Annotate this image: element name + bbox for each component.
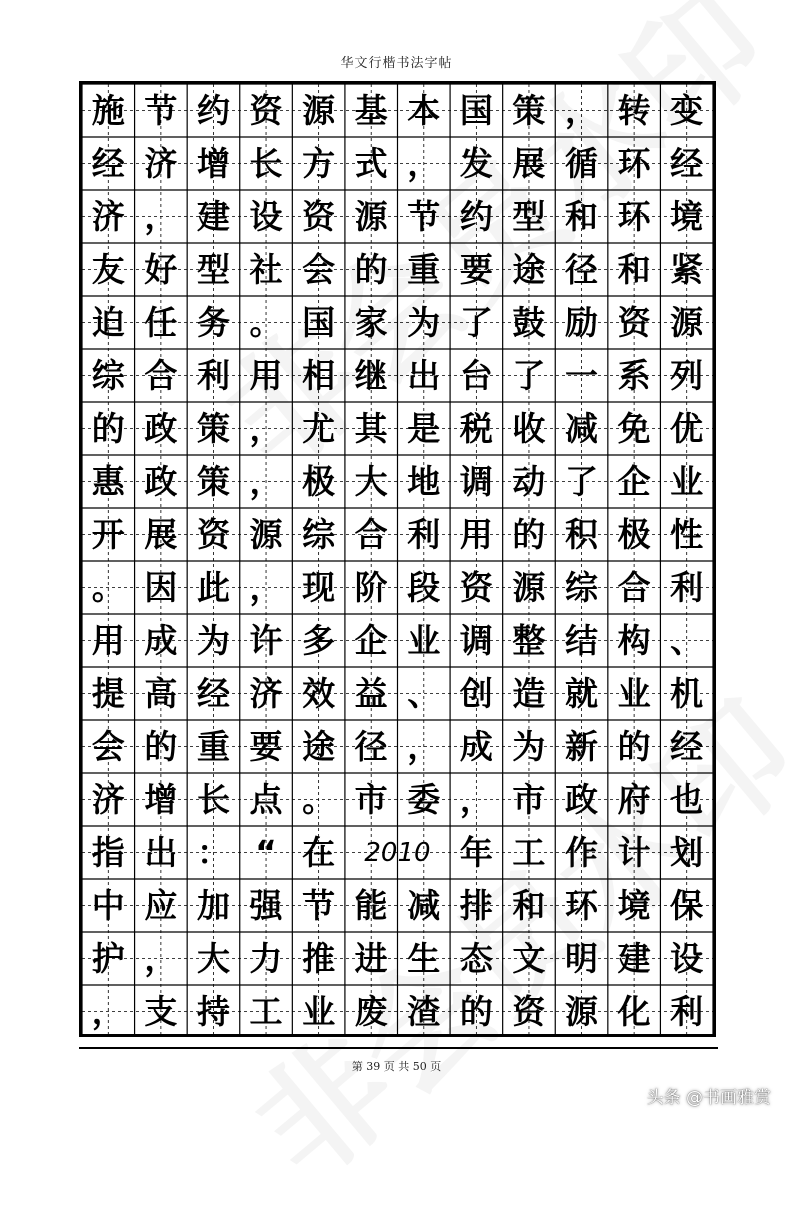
copybook-character: 环 (617, 197, 651, 236)
copybook-character: 多 (302, 621, 336, 660)
copybook-character: 创 (459, 674, 493, 713)
copybook-character: 型 (196, 250, 230, 289)
copybook-character: 2010 (364, 837, 431, 868)
copybook-character: 工 (512, 833, 546, 872)
copybook-character: 整 (512, 621, 546, 660)
copybook-character: 途 (302, 727, 336, 766)
copybook-character: 和 (512, 886, 546, 925)
copybook-character: 经 (196, 674, 230, 713)
copybook-row (82, 190, 713, 243)
copybook-row (82, 826, 713, 879)
copybook-character: 其 (354, 409, 388, 448)
copybook-character: 利 (407, 515, 441, 554)
copybook-character: 为 (196, 621, 230, 660)
copybook-row (82, 985, 713, 1037)
copybook-character: 转 (617, 91, 651, 130)
copybook-character: 此 (196, 568, 230, 607)
copybook-character: 经 (91, 144, 125, 183)
copybook-character: 迫 (91, 303, 125, 342)
copybook-character: 。 (302, 780, 336, 819)
copybook-row (82, 349, 713, 402)
copybook-character: 源 (249, 515, 283, 554)
copybook-character: 化 (617, 992, 651, 1031)
copybook-character: 长 (249, 144, 283, 183)
copybook-character: 极 (617, 515, 651, 554)
copybook-character: 作 (564, 833, 598, 872)
copybook-character: 展 (144, 515, 178, 554)
copybook-character: 积 (564, 515, 598, 554)
copybook-character: 成 (144, 621, 178, 660)
copybook-character: ： (196, 833, 230, 872)
copybook-character: 政 (144, 409, 178, 448)
copybook-character: 文 (512, 939, 546, 978)
copybook-character: 在 (302, 833, 336, 872)
copybook-character: 务 (196, 303, 230, 342)
copybook-character: 重 (407, 250, 441, 289)
copybook-character: 是 (407, 409, 441, 448)
copybook-character: 友 (91, 250, 125, 289)
copybook-character: 阶 (354, 568, 388, 607)
copybook-character: 为 (407, 303, 441, 342)
copybook-character: 持 (196, 992, 230, 1031)
copybook-character: 约 (196, 91, 230, 130)
copybook-character: 工 (249, 992, 283, 1031)
copybook-character: 建 (196, 197, 230, 236)
copybook-character: 资 (196, 515, 230, 554)
copybook-character: 惠 (91, 462, 125, 501)
copybook-character: 节 (302, 886, 336, 925)
copybook-character: ， (249, 409, 283, 448)
copybook-character: 策 (512, 91, 546, 130)
copybook-character: 家 (354, 303, 388, 342)
copybook-character: 提 (91, 674, 125, 713)
copybook-character: 任 (144, 303, 178, 342)
copybook-character: 推 (302, 939, 336, 978)
copybook-character: 计 (617, 833, 651, 872)
copybook-character: 构 (617, 621, 651, 660)
copybook-character: 力 (249, 939, 283, 978)
copybook-character: 增 (196, 144, 230, 183)
copybook-character: ， (564, 91, 598, 130)
copybook-character: 增 (144, 780, 178, 819)
copybook-character: 收 (512, 409, 546, 448)
copybook-character: 展 (512, 144, 546, 183)
copybook-character: 年 (459, 833, 493, 872)
copybook-character: 市 (354, 780, 388, 819)
copybook-character: 式 (354, 144, 388, 183)
copybook-character: 资 (617, 303, 651, 342)
copybook-character: ， (144, 197, 178, 236)
copybook-character: 许 (249, 621, 283, 660)
copybook-character: 减 (564, 409, 598, 448)
copybook-row (82, 243, 713, 296)
copybook-character: 高 (144, 674, 178, 713)
copybook-character: 了 (459, 303, 493, 342)
copybook-character: 强 (249, 886, 283, 925)
copybook-character: 因 (144, 568, 178, 607)
copybook-character: 资 (459, 568, 493, 607)
copybook-character: 进 (354, 939, 388, 978)
copybook-character: 动 (512, 462, 546, 501)
copybook-character: 源 (670, 303, 704, 342)
copybook-character: 合 (617, 568, 651, 607)
copybook-character: 减 (407, 886, 441, 925)
copybook-character: 重 (196, 727, 230, 766)
copybook-row (82, 720, 713, 773)
copybook-character: 径 (354, 727, 388, 766)
copybook-character: 境 (617, 886, 651, 925)
copybook-character: ， (407, 727, 441, 766)
copybook-character: 企 (617, 462, 651, 501)
copybook-character: ， (91, 992, 125, 1031)
copybook-character: 了 (564, 462, 598, 501)
copybook-character: 合 (144, 356, 178, 395)
copybook-character: 源 (512, 568, 546, 607)
copybook-character: 极 (302, 462, 336, 501)
copybook-character: 用 (91, 621, 125, 660)
copybook-character: 境 (670, 197, 704, 236)
copybook-character: 环 (564, 886, 598, 925)
copybook-character: 社 (249, 250, 283, 289)
copybook-character: 资 (302, 197, 336, 236)
copybook-character: 发 (459, 144, 493, 183)
copybook-character: “ (255, 833, 277, 872)
copybook-row (82, 879, 713, 932)
copybook-character: 继 (354, 356, 388, 395)
copybook-character: 生 (407, 939, 441, 978)
copybook-character: 施 (91, 91, 125, 130)
copybook-character: 相 (302, 356, 336, 395)
copybook-character: 利 (670, 992, 704, 1031)
copybook-character: 开 (91, 515, 125, 554)
copybook-character: 加 (196, 886, 230, 925)
copybook-character: 紧 (670, 250, 704, 289)
copybook-character: 径 (564, 250, 598, 289)
copybook-character: 划 (670, 833, 704, 872)
copybook-character: 循 (564, 144, 598, 183)
copybook-character: 支 (144, 992, 178, 1031)
copybook-character: 长 (196, 780, 230, 819)
copybook-row (82, 614, 713, 667)
copybook-grid (79, 81, 716, 1037)
copybook-character: 利 (196, 356, 230, 395)
copybook-character: 综 (302, 515, 336, 554)
copybook-character: 态 (459, 939, 493, 978)
copybook-character: 调 (459, 462, 493, 501)
copybook-character: 励 (564, 303, 598, 342)
copybook-character: 鼓 (512, 303, 546, 342)
copybook-character: 中 (91, 886, 125, 925)
copybook-character: 用 (249, 356, 283, 395)
copybook-character: 废 (354, 992, 388, 1031)
copybook-character: 源 (564, 992, 598, 1031)
copybook-character: 业 (617, 674, 651, 713)
copybook-character: 也 (670, 780, 704, 819)
copybook-character: 变 (670, 91, 704, 130)
copybook-character: 的 (617, 727, 651, 766)
copybook-character: 的 (354, 250, 388, 289)
copybook-row (82, 508, 713, 561)
copybook-character: 经 (670, 727, 704, 766)
copybook-character: 业 (407, 621, 441, 660)
copybook-character: 造 (512, 674, 546, 713)
copybook-character: 段 (407, 568, 441, 607)
copybook-character: 成 (459, 727, 493, 766)
copybook-character: 、 (407, 674, 441, 713)
copybook-character: 好 (144, 250, 178, 289)
copybook-character: ， (144, 939, 178, 978)
copybook-character: 市 (512, 780, 546, 819)
copybook-character: 策 (196, 409, 230, 448)
copybook-character: 能 (354, 886, 388, 925)
footer-rule (79, 1047, 718, 1049)
copybook-row (82, 932, 713, 985)
copybook-character: 利 (670, 568, 704, 607)
copybook-character: 出 (407, 356, 441, 395)
copybook-character: 本 (407, 91, 441, 130)
copybook-character: 国 (459, 91, 493, 130)
copybook-character: 设 (670, 939, 704, 978)
copybook-character: 指 (91, 833, 125, 872)
copybook-character: 设 (249, 197, 283, 236)
source-watermark-tag: 头条 @书画雅赏 (646, 1088, 771, 1108)
copybook-character: 业 (302, 992, 336, 1031)
copybook-character: 尤 (302, 409, 336, 448)
copybook-character: 型 (512, 197, 546, 236)
copybook-character: 、 (670, 621, 704, 660)
copybook-row (82, 296, 713, 349)
copybook-character: 。 (91, 568, 125, 607)
copybook-character: 府 (617, 780, 651, 819)
copybook-character: 用 (459, 515, 493, 554)
copybook-character: 了 (512, 356, 546, 395)
copybook-row (82, 402, 713, 455)
copybook-character: 资 (249, 91, 283, 130)
copybook-character: 政 (144, 462, 178, 501)
copybook-character: 新 (564, 727, 598, 766)
copybook-row (82, 137, 713, 190)
copybook-character: 大 (354, 462, 388, 501)
copybook-character: 益 (354, 674, 388, 713)
copybook-character: 企 (354, 621, 388, 660)
copybook-character: 源 (354, 197, 388, 236)
copybook-character: 免 (617, 409, 651, 448)
copybook-character: 的 (91, 409, 125, 448)
copybook-character: 的 (144, 727, 178, 766)
copybook-character: 系 (617, 356, 651, 395)
copybook-character: 排 (459, 886, 493, 925)
copybook-character: 点 (249, 780, 283, 819)
copybook-character: 建 (617, 939, 651, 978)
copybook-character: 节 (407, 197, 441, 236)
copybook-character: 源 (302, 91, 336, 130)
copybook-character: 一 (564, 356, 598, 395)
copybook-character: 台 (459, 356, 493, 395)
copybook-character: 列 (670, 356, 704, 395)
copybook-character: 渣 (407, 992, 441, 1031)
copybook-row (82, 455, 713, 508)
copybook-character: 地 (407, 462, 441, 501)
copybook-character: 和 (564, 197, 598, 236)
copybook-character: 途 (512, 250, 546, 289)
copybook-character: 效 (302, 674, 336, 713)
copybook-row (82, 667, 713, 720)
copybook-character: 要 (459, 250, 493, 289)
copybook-row (82, 773, 713, 826)
copybook-character: 为 (512, 727, 546, 766)
copybook-character: 护 (91, 939, 125, 978)
copybook-character: 基 (354, 91, 388, 130)
copybook-character: 策 (196, 462, 230, 501)
copybook-row (82, 84, 713, 137)
copybook-character: 节 (144, 91, 178, 130)
copybook-character: 现 (302, 568, 336, 607)
copybook-character: 济 (144, 144, 178, 183)
copybook-character: 环 (617, 144, 651, 183)
copybook-character: 调 (459, 621, 493, 660)
copybook-character: 国 (302, 303, 336, 342)
copybook-character: 政 (564, 780, 598, 819)
copybook-character: ， (249, 462, 283, 501)
copybook-character: 明 (564, 939, 598, 978)
copybook-character: 大 (196, 939, 230, 978)
copybook-character: 要 (249, 727, 283, 766)
copybook-character: 会 (91, 727, 125, 766)
copybook-character: 资 (512, 992, 546, 1031)
copybook-character: 出 (144, 833, 178, 872)
copybook-character: 的 (512, 515, 546, 554)
copybook-character: 方 (302, 144, 336, 183)
page-number: 第 39 页 共 50 页 (351, 1060, 442, 1073)
copybook-character: 济 (91, 780, 125, 819)
copybook-character: 综 (91, 356, 125, 395)
copybook-character: 济 (249, 674, 283, 713)
copybook-character: 保 (670, 886, 704, 925)
copybook-character: 机 (670, 674, 704, 713)
copybook-character: 合 (354, 515, 388, 554)
copybook-character: 约 (459, 197, 493, 236)
copybook-character: 就 (564, 674, 598, 713)
copybook-row (82, 561, 713, 614)
copybook-character: 税 (459, 409, 493, 448)
copybook-character: ， (249, 568, 283, 607)
copybook-character: 济 (91, 197, 125, 236)
copybook-character: 和 (617, 250, 651, 289)
page-header-title: 华文行楷书法字帖 (340, 56, 453, 71)
copybook-character: 业 (670, 462, 704, 501)
copybook-character: 优 (670, 409, 704, 448)
copybook-character: 综 (564, 568, 598, 607)
copybook-character: 委 (407, 780, 441, 819)
copybook-character: 应 (144, 886, 178, 925)
copybook-character: ， (459, 780, 493, 819)
copybook-character: 。 (249, 303, 283, 342)
copybook-character: 结 (564, 621, 598, 660)
copybook-character: 的 (459, 992, 493, 1031)
copybook-character: ， (407, 144, 441, 183)
copybook-character: 经 (670, 144, 704, 183)
copybook-character: 会 (302, 250, 336, 289)
copybook-character: 性 (670, 515, 704, 554)
